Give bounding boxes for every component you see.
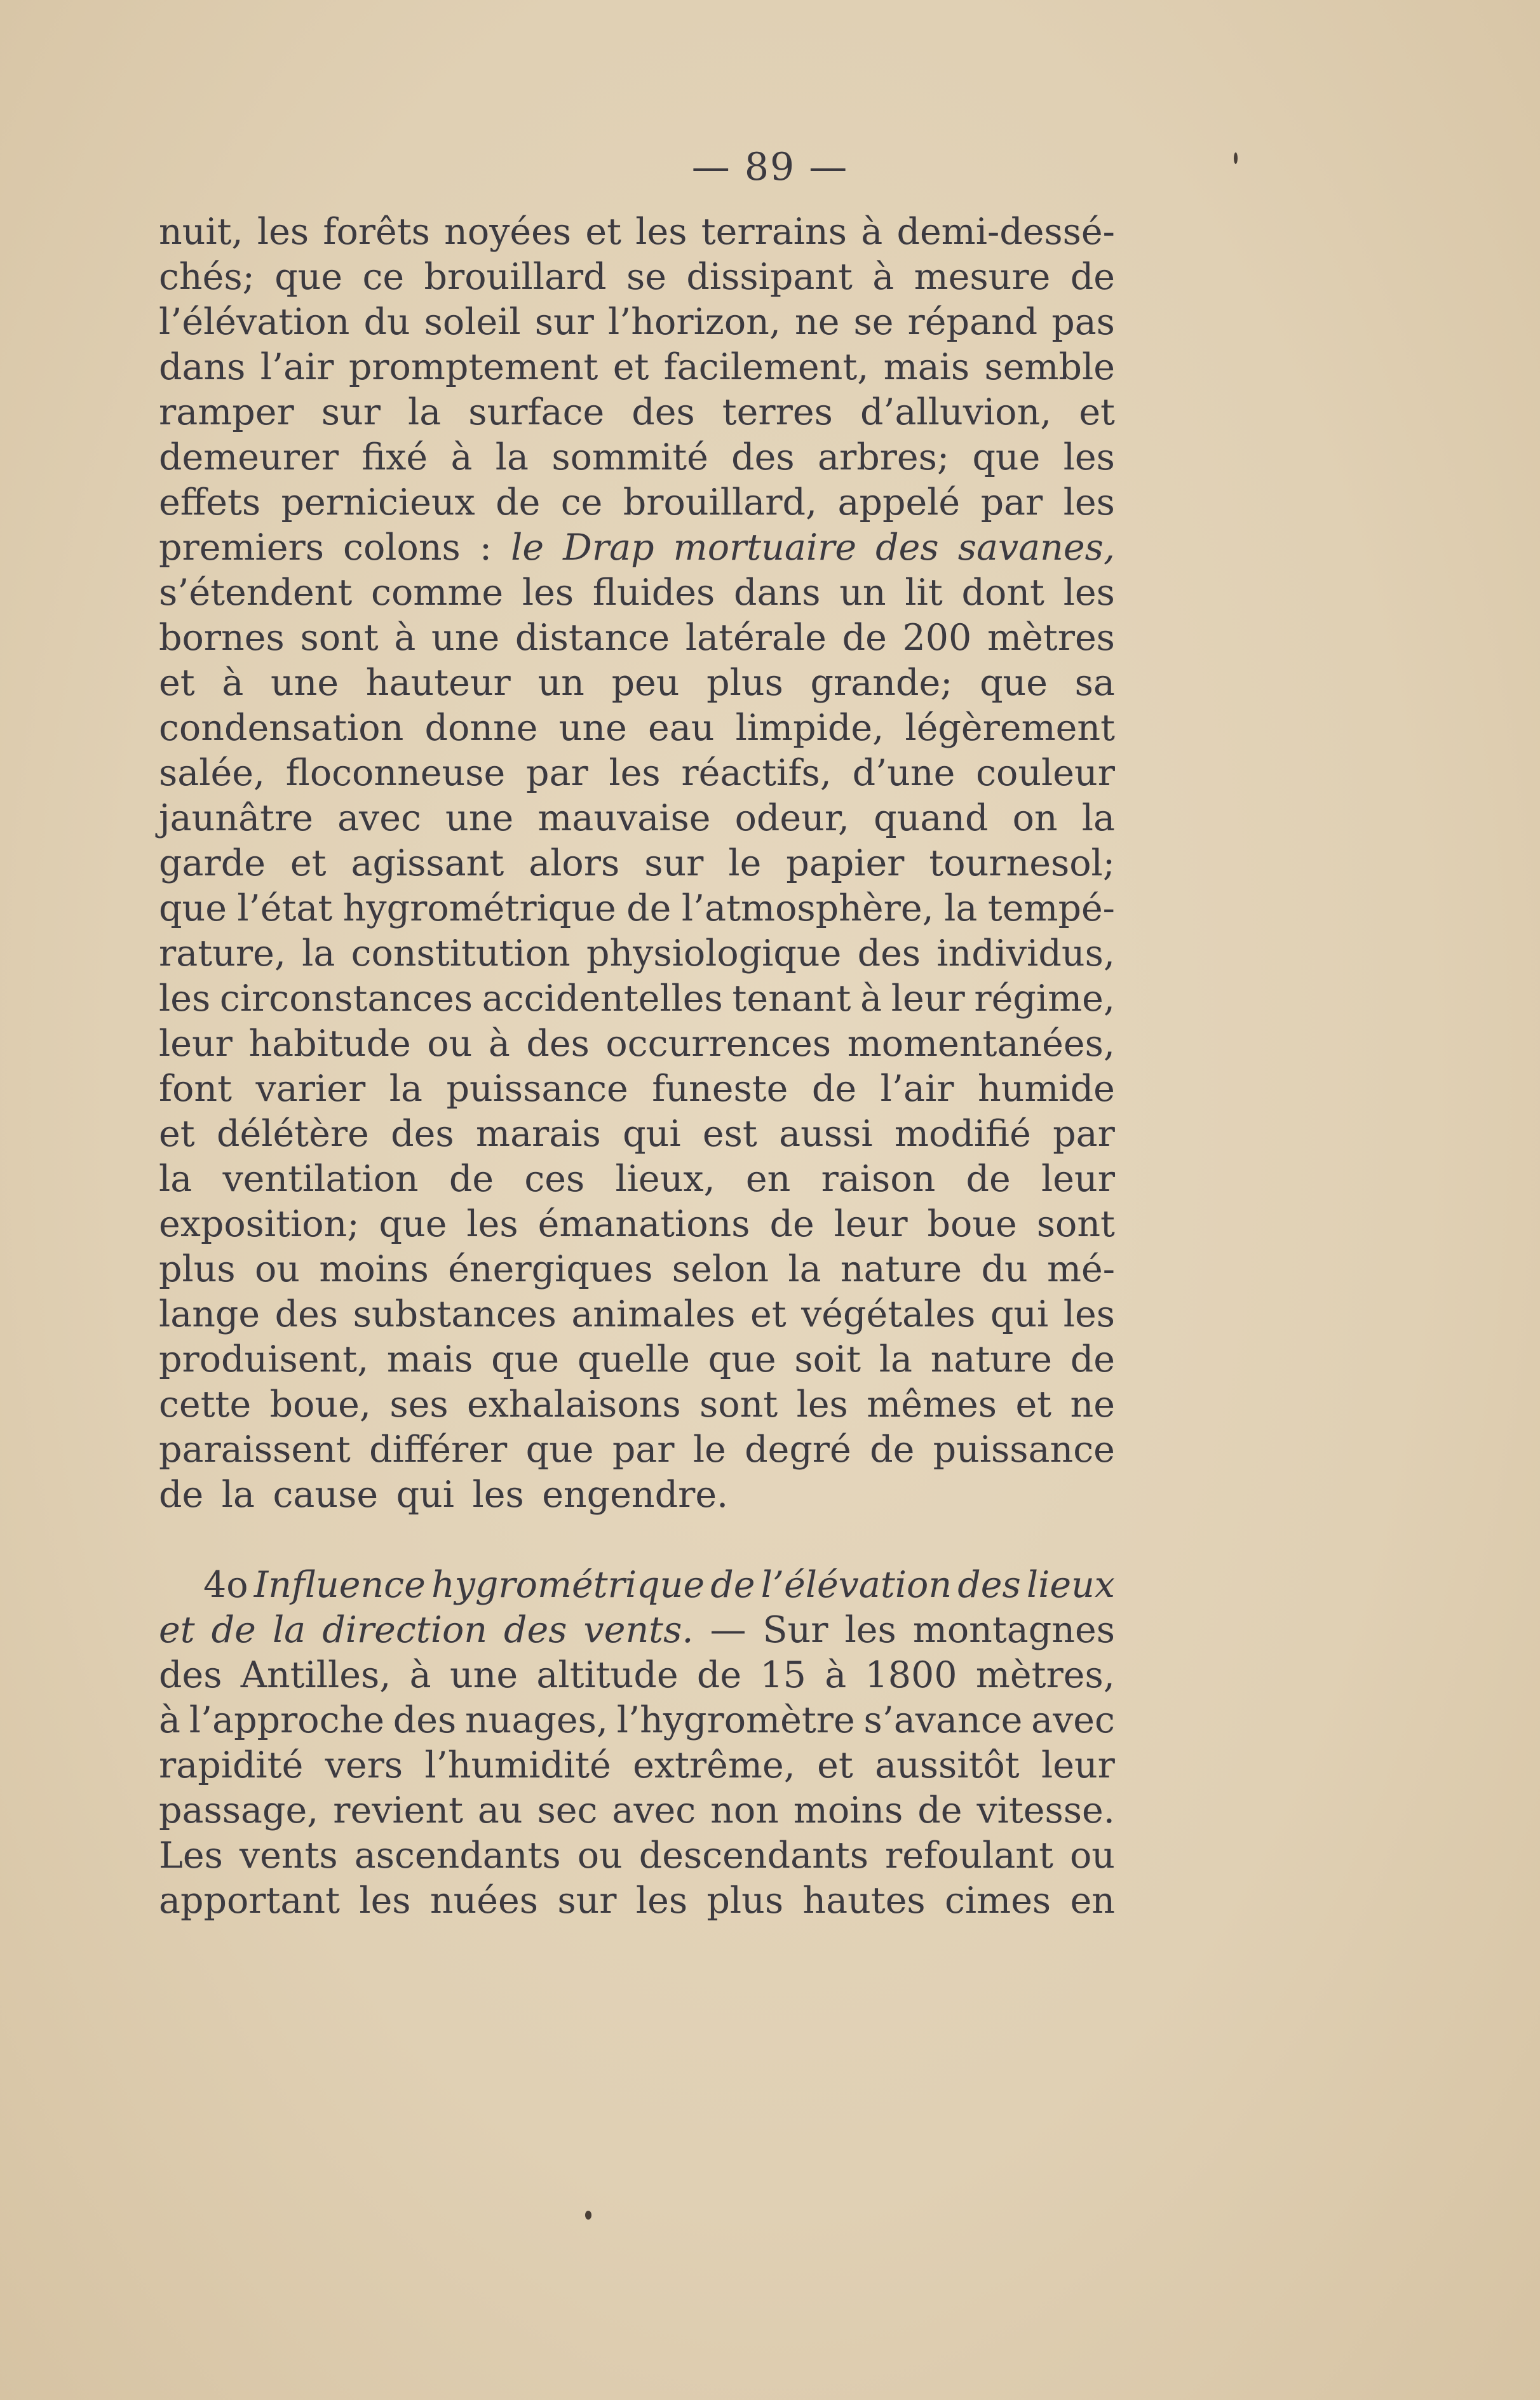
text-line: cette boue, ses exhalaisons sont les mêmes et ne [159,1384,1115,1426]
text-line: nuit, les forêts noyées et les terrains à demi-dessé- [159,211,1115,253]
text-line: produisent, mais que quelle que soit la nature de [159,1338,1115,1380]
text-line: passage, revient au sec avec non moins de vitesse. [159,1790,1115,1831]
text-line: la ventilation de ces lieux, en raison de leur [159,1158,1115,1200]
text-line: s’étendent comme les fluides dans un lit dont les [159,572,1115,614]
text-line: Les vents ascendants ou descendants refoulant ou [159,1835,1115,1877]
text-line: effets pernicieux de ce brouillard, appelé par les [159,482,1115,523]
text-line: l’élévation du soleil sur l’horizon, ne se répand pas [159,301,1115,343]
paragraph-influence-hygrometrique [159,1563,1115,1924]
text-line: des Antilles, à une altitude de 15 à 1800 mètres, [159,1654,1115,1696]
text-line: et à une hauteur un peu plus grande; que sa [159,662,1115,704]
text-line: paraissent différer que par le degré de puissance [159,1429,1115,1471]
paragraph-drap-mortuaire [159,210,1115,1518]
text-line: bornes sont à une distance latérale de 200 mètres [159,617,1115,659]
text-line: leur habitude ou à des occurrences momentanées, [159,1023,1115,1065]
text-line: salée, floconneuse par les réactifs, d’une couleur [159,752,1115,794]
text-line: dans l’air promptement et facilement, mais semble [159,346,1115,388]
text-line-last: de la cause qui les engendre. [159,1474,729,1516]
text-line: rature, la constitution physiologique des individus, [159,933,1115,974]
text-line: font varier la puissance funeste de l’air humide [159,1068,1115,1110]
text-line: ramper sur la surface des terres d’alluvion, et [159,391,1115,433]
text-line: et délétère des marais qui est aussi modifié par [159,1113,1115,1155]
text-line: à l’approche des nuages, l’hygromètre s’avance avec [159,1699,1115,1741]
text-line-italic-phrase: premiers colons : le Drap mortuaire des savanes, [159,527,1115,569]
section-heading-line: 4o Influence hygrométrique de l’élévation des lieux [203,1564,1115,1606]
text-line: que l’état hygrométrique de l’atmosphère, la tempé- [159,887,1115,929]
text-line: rapidité vers l’humidité extrême, et aussitôt leur [159,1744,1115,1786]
text-line: jaunâtre avec une mauvaise odeur, quand on la [159,797,1115,839]
text-line: plus ou moins énergiques selon la nature du mé- [159,1248,1115,1290]
text-line: lange des substances animales et végétales qui les [159,1293,1115,1335]
text-line: exposition; que les émanations de leur boue sont [159,1203,1115,1245]
text-line: chés; que ce brouillard se dissipant à mesure de [159,256,1115,298]
section-heading-line-continued: et de la direction des vents. — Sur les montagnes [159,1609,1115,1651]
ink-speck [585,2211,591,2220]
page-number: — 89 — [691,145,849,189]
text-line: condensation donne une eau limpide, légèrement [159,707,1115,749]
ink-speck [1234,152,1238,164]
text-line: demeurer fixé à la sommité des arbres; que les [159,436,1115,478]
text-line: les circonstances accidentelles tenant à leur régime, [159,978,1115,1020]
text-line: garde et agissant alors sur le papier tournesol; [159,842,1115,884]
text-line: apportant les nuées sur les plus hautes cimes en [159,1880,1115,1922]
